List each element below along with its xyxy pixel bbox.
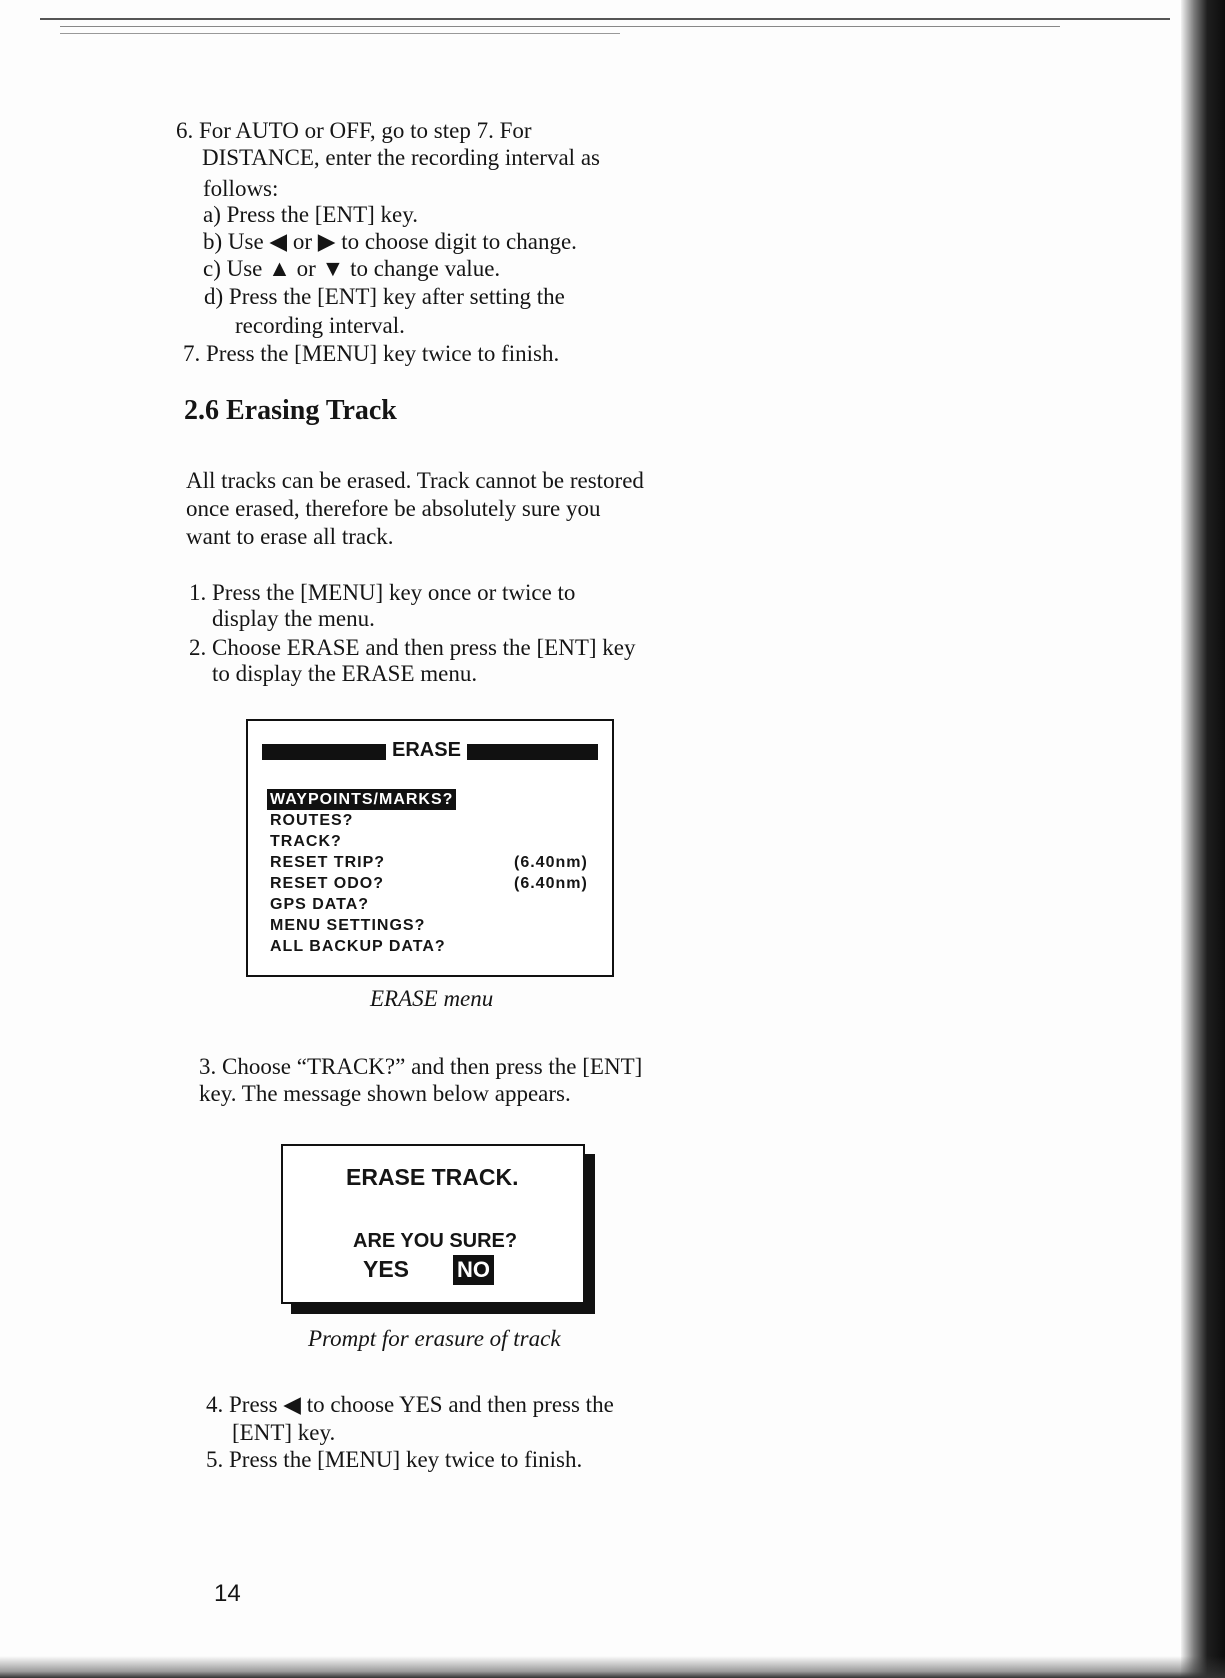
menu-item-track[interactable]: TRACK?: [270, 833, 342, 850]
odo-value: (6.40nm): [514, 875, 588, 892]
step-6c: c) Use ▲ or ▼ to change value.: [203, 256, 501, 281]
step-2: 2. Choose ERASE and then press the [ENT] key: [189, 635, 636, 660]
intro-line: All tracks can be erased. Track cannot be restored: [186, 468, 644, 493]
yes-option[interactable]: YES: [363, 1256, 410, 1282]
scan-rule: [60, 33, 620, 34]
step-3-cont: key. The message shown below appears.: [199, 1081, 571, 1106]
prompt-title: ERASE TRACK.: [346, 1164, 519, 1190]
erase-menu-list: [270, 789, 588, 957]
trip-value: (6.40nm): [514, 854, 588, 871]
erase-menu-caption: ERASE menu: [370, 986, 494, 1011]
scan-shadow-right: [1181, 0, 1225, 1678]
step-6d-cont: recording interval.: [235, 313, 405, 338]
step-5: 5. Press the [MENU] key twice to finish.: [206, 1447, 583, 1472]
menu-item-reset-odo[interactable]: RESET ODO?: [270, 875, 385, 892]
prompt-question: ARE YOU SURE?: [353, 1230, 518, 1252]
step-6d: d) Press the [ENT] key after setting the: [204, 284, 565, 309]
section-heading: 2.6 Erasing Track: [184, 395, 397, 426]
step-3: 3. Choose “TRACK?” and then press the [ENT]: [199, 1054, 643, 1079]
step-1: 1. Press the [MENU] key once or twice to: [189, 580, 576, 605]
menu-item-waypoints[interactable]: [270, 789, 456, 810]
step-4: 4. Press ◀ to choose YES and then press the: [206, 1392, 614, 1417]
menu-item-all-backup[interactable]: ALL BACKUP DATA?: [270, 938, 446, 955]
no-option[interactable]: NO: [453, 1255, 494, 1285]
step-1-cont: display the menu.: [212, 606, 375, 631]
step-6a: a) Press the [ENT] key.: [203, 202, 419, 227]
intro-line: want to erase all track.: [186, 524, 394, 549]
erase-menu-screen: [246, 719, 614, 977]
scan-shadow-bottom: [0, 1656, 1225, 1678]
erase-track-prompt: [281, 1144, 585, 1304]
step-4-cont: [ENT] key.: [232, 1420, 336, 1445]
scan-rule: [40, 18, 1170, 20]
scan-rule: [60, 26, 1060, 27]
step-6-line: 6. For AUTO or OFF, go to step 7. For: [176, 118, 532, 143]
menu-item-menu-settings[interactable]: MENU SETTINGS?: [270, 917, 426, 934]
erase-menu-title: ERASE: [386, 735, 467, 765]
menu-item-reset-trip[interactable]: RESET TRIP?: [270, 854, 386, 871]
step-6-line: DISTANCE, enter the recording interval as: [202, 145, 600, 170]
step-7: 7. Press the [MENU] key twice to finish.: [183, 341, 560, 366]
menu-item-gps-data[interactable]: GPS DATA?: [270, 896, 370, 913]
step-2-cont: to display the ERASE menu.: [212, 661, 478, 686]
menu-item-label: WAYPOINTS/MARKS?: [267, 789, 456, 810]
step-6b: b) Use ◀ or ▶ to choose digit to change.: [203, 229, 577, 254]
menu-item-routes[interactable]: ROUTES?: [270, 812, 354, 829]
prompt-caption: Prompt for erasure of track: [308, 1326, 561, 1351]
intro-line: once erased, therefore be absolutely sure you: [186, 496, 601, 521]
step-6-line: follows:: [203, 176, 279, 201]
page-number: 14: [214, 1580, 241, 1607]
